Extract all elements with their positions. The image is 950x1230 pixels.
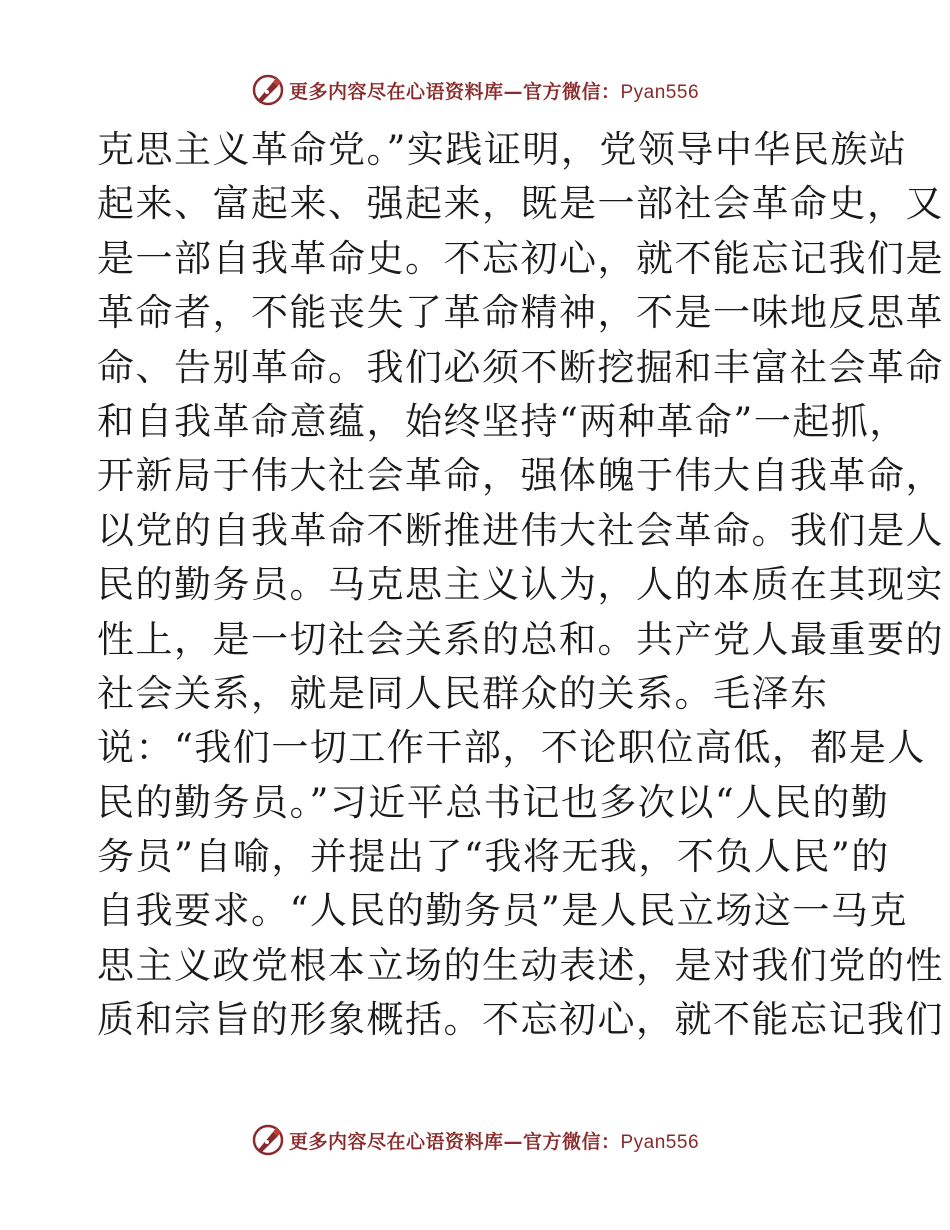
body-line: 以党的自我革命不断推进伟大社会革命。我们是人 (97, 508, 944, 552)
body-line: 克思主义革命党。”实践证明，党领导中华民族站 (97, 128, 908, 171)
body-line: 思主义政党根本立场的生动表述，是对我们党的性 (97, 943, 944, 987)
body-line: 民的勤务员。马克思主义认为，人的本质在其现实 (97, 563, 944, 607)
header-banner (0, 70, 950, 110)
body-line: 说：“我们一切工作干部，不论职位高低，都是人 (97, 726, 926, 770)
body-line: 命、告别革命。我们必须不断挖掘和丰富社会革命 (97, 345, 944, 389)
body-line: 务员”自喻，并提出了“我将无我，不负人民”的 (97, 835, 890, 879)
body-line: 和自我革命意蕴，始终坚持“两种革命”一起抓， (97, 399, 908, 443)
body-line: 起来、富起来、强起来，既是一部社会革命史，又 (97, 182, 944, 226)
body-line: 性上，是一切社会关系的总和。共产党人最重要的 (97, 617, 944, 661)
footer-wechat-id: Pyan556 (620, 1131, 700, 1153)
body-line: 革命者，不能丧失了革命精神，不是一味地反思革 (97, 291, 944, 335)
pen-logo-icon (251, 73, 285, 107)
footer-banner-text: 更多内容尽在心语资料库—官方微信：Pyan556 (288, 1130, 700, 1153)
pen-logo-icon (251, 1123, 285, 1157)
body-line: 民的勤务员。”习近平总书记也多次以“人民的勤 (97, 780, 890, 824)
header-banner-text: 更多内容尽在心语资料库—官方微信：Pyan556 (288, 80, 700, 103)
body-line: 开新局于伟大社会革命，强体魄于伟大自我革命， (97, 454, 944, 498)
body-line: 社会关系，就是同人民群众的关系。毛泽东 (97, 671, 829, 715)
document-body (97, 123, 944, 1048)
body-line: 质和宗旨的形象概括。不忘初心，就不能忘记我们 (97, 998, 944, 1042)
body-line: 是一部自我革命史。不忘初心，就不能忘记我们是 (97, 236, 944, 280)
body-line: 自我要求。“人民的勤务员”是人民立场这一马克 (97, 889, 908, 933)
header-wechat-id: Pyan556 (620, 81, 700, 103)
footer-banner (0, 1120, 950, 1160)
